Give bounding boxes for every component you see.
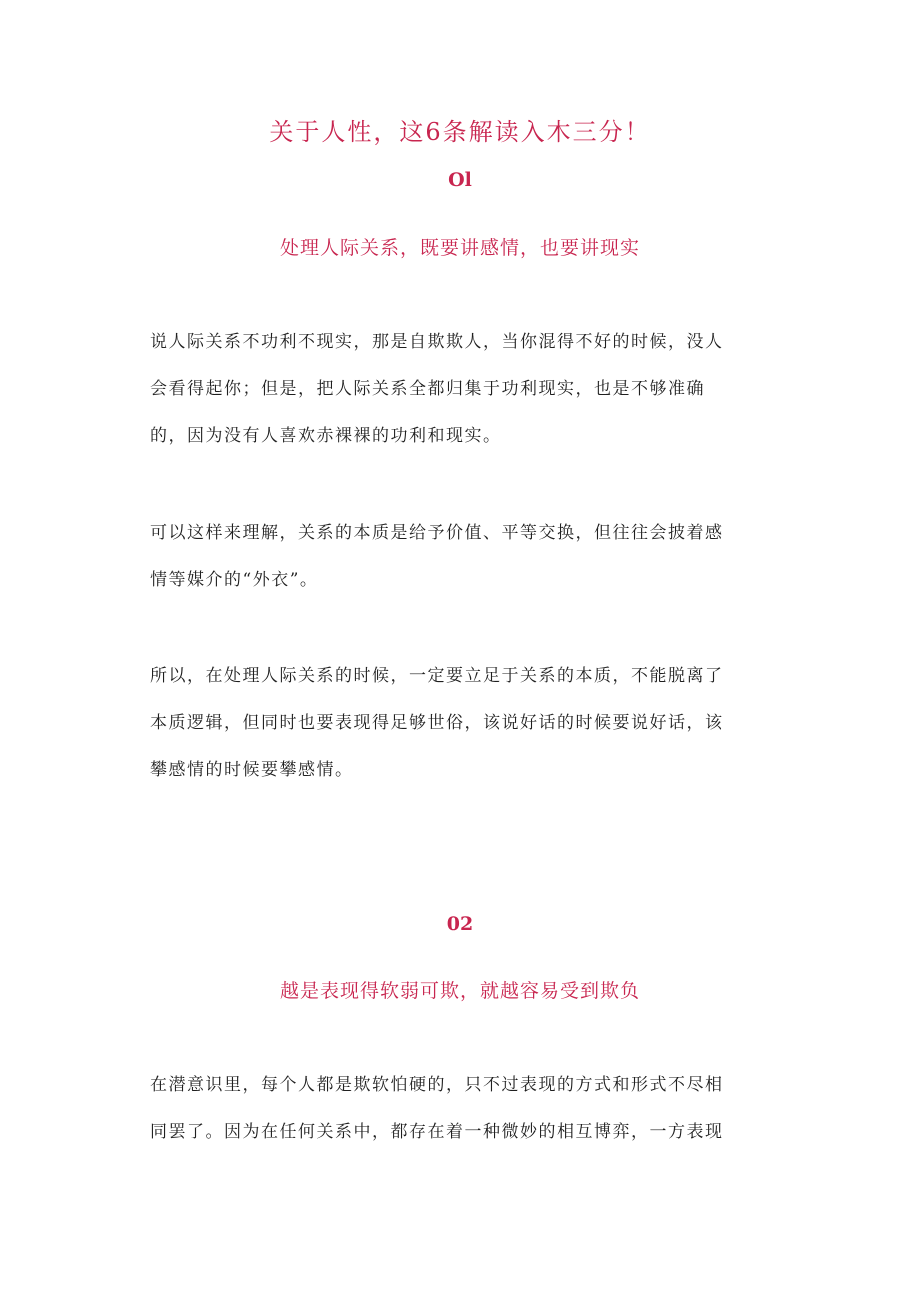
paragraph-line: 所以，在处理人际关系的时候，一定要立足于关系的本质，不能脱离了 xyxy=(150,666,724,686)
paragraph xyxy=(150,653,772,794)
section-heading: 越是表现得软弱可欺，就越容易受到欺负 xyxy=(279,980,640,1002)
paragraph-line: 可以这样来理解，关系的本质是给予价值、平等交换，但往往会披着感 xyxy=(150,523,724,543)
paragraph xyxy=(150,510,772,604)
paragraph xyxy=(150,1062,772,1156)
section-number: Ol xyxy=(448,169,472,191)
paragraph-line: 说人际关系不功利不现实，那是自欺欺人，当你混得不好的时候，没人 xyxy=(150,332,724,352)
paragraph-line: 攀感情的时候要攀感情。 xyxy=(150,760,354,780)
paragraph-line: 在潜意识里，每个人都是欺软怕硬的，只不过表现的方式和形式不尽相 xyxy=(150,1075,724,1095)
page-title: 关于人性，这6条解读入木三分！ xyxy=(269,118,651,146)
paragraph-line: 会看得起你；但是，把人际关系全都归集于功利现实，也是不够准确 xyxy=(150,379,705,399)
paragraph-line: 同罢了。因为在任何关系中，都存在着一种微妙的相互博弈，一方表现 xyxy=(150,1122,724,1142)
section-heading: 处理人际关系，既要讲感情，也要讲现实 xyxy=(279,237,640,259)
paragraph xyxy=(150,319,772,460)
paragraph-line: 本质逻辑，但同时也要表现得足够世俗，该说好话的时候要说好话，该 xyxy=(150,713,724,733)
paragraph-line: 的，因为没有人喜欢赤裸裸的功利和现实。 xyxy=(150,426,502,446)
paragraph-line: 情等媒介的“外衣”。 xyxy=(150,570,319,590)
section-number: 02 xyxy=(446,913,474,935)
